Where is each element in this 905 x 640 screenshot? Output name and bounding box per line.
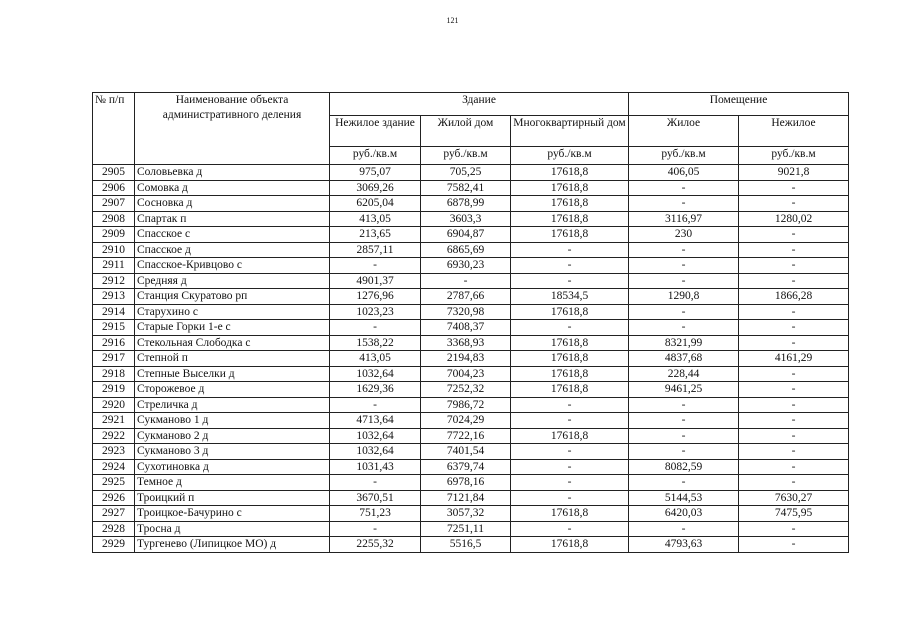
apartment-building-price: 17618,8 [511,382,629,398]
residential-house-price: 7024,29 [421,413,511,429]
row-number: 2916 [93,335,135,351]
row-number: 2921 [93,413,135,429]
table-row [93,242,849,258]
residential-premises-price: 8082,59 [629,459,739,475]
nonresidential-premises-price: 4161,29 [739,351,849,367]
apartment-building-price: - [511,320,629,336]
object-name: Сукманово 3 д [135,444,330,460]
residential-premises-price: - [629,475,739,491]
row-number: 2922 [93,428,135,444]
nonresidential-building-price: 2857,11 [330,242,421,258]
residential-premises-price: 8321,99 [629,335,739,351]
table-row [93,196,849,212]
nonresidential-building-price: - [330,397,421,413]
nonresidential-building-price: 1031,43 [330,459,421,475]
object-name: Сухотиновка д [135,459,330,475]
residential-premises-price: - [629,242,739,258]
page-number: 121 [446,16,459,25]
residential-house-price: - [421,273,511,289]
residential-house-price: 6379,74 [421,459,511,475]
header-residential-house: Жилой дом [421,116,511,147]
residential-house-price: 7121,84 [421,490,511,506]
nonresidential-building-price: 4901,37 [330,273,421,289]
residential-premises-price: 9461,25 [629,382,739,398]
object-name: Соловьевка д [135,165,330,181]
header-nonresidential-premises: Нежилое [739,116,849,147]
row-number: 2925 [93,475,135,491]
nonresidential-premises-price: - [739,366,849,382]
residential-premises-price: 3116,97 [629,211,739,227]
apartment-building-price: 18534,5 [511,289,629,305]
unit-label: руб./кв.м [739,147,849,165]
nonresidential-building-price: 2255,32 [330,537,421,553]
nonresidential-premises-price: - [739,413,849,429]
row-number: 2907 [93,196,135,212]
object-name: Стекольная Слободка с [135,335,330,351]
apartment-building-price: 17618,8 [511,351,629,367]
nonresidential-premises-price: - [739,444,849,460]
table-row [93,273,849,289]
nonresidential-premises-price: - [739,382,849,398]
nonresidential-premises-price: 9021,8 [739,165,849,181]
unit-label: руб./кв.м [511,147,629,165]
residential-premises-price: - [629,320,739,336]
table-row [93,382,849,398]
residential-premises-price: 406,05 [629,165,739,181]
nonresidential-building-price: 3069,26 [330,180,421,196]
object-name: Сукманово 2 д [135,428,330,444]
table-row [93,258,849,274]
table-row [93,521,849,537]
nonresidential-premises-price: 1280,02 [739,211,849,227]
table-row [93,165,849,181]
object-name: Стреличка д [135,397,330,413]
row-number: 2918 [93,366,135,382]
residential-house-price: 3368,93 [421,335,511,351]
nonresidential-premises-price: - [739,459,849,475]
nonresidential-building-price: 4713,64 [330,413,421,429]
nonresidential-premises-price: - [739,537,849,553]
object-name: Станция Скуратово рп [135,289,330,305]
row-number: 2915 [93,320,135,336]
header-nonresidential-building: Нежилое здание [330,116,421,147]
unit-label: руб./кв.м [421,147,511,165]
apartment-building-price: - [511,475,629,491]
apartment-building-price: 17618,8 [511,335,629,351]
row-number: 2913 [93,289,135,305]
table-row [93,211,849,227]
residential-house-price: 6865,69 [421,242,511,258]
residential-house-price: 7401,54 [421,444,511,460]
apartment-building-price: 17618,8 [511,227,629,243]
table-row [93,413,849,429]
nonresidential-premises-price: 7630,27 [739,490,849,506]
apartment-building-price: - [511,444,629,460]
residential-premises-price: - [629,304,739,320]
residential-house-price: 7251,11 [421,521,511,537]
object-name: Спасское-Кривцово с [135,258,330,274]
nonresidential-building-price: - [330,258,421,274]
apartment-building-price: - [511,273,629,289]
price-table [92,92,849,553]
unit-label: руб./кв.м [330,147,421,165]
nonresidential-building-price: - [330,475,421,491]
nonresidential-building-price: 213,65 [330,227,421,243]
header-building: Здание [330,93,629,116]
object-name: Старухино с [135,304,330,320]
residential-premises-price: - [629,397,739,413]
table-row [93,366,849,382]
nonresidential-premises-price: - [739,397,849,413]
header-residential-premises: Жилое [629,116,739,147]
object-name: Сомовка д [135,180,330,196]
nonresidential-premises-price: - [739,320,849,336]
row-number: 2926 [93,490,135,506]
residential-house-price: 2194,83 [421,351,511,367]
nonresidential-building-price: 1629,36 [330,382,421,398]
table-row [93,444,849,460]
row-number: 2911 [93,258,135,274]
nonresidential-building-price: 751,23 [330,506,421,522]
table-row [93,397,849,413]
table-row [93,180,849,196]
apartment-building-price: 17618,8 [511,196,629,212]
object-name: Степные Выселки д [135,366,330,382]
row-number: 2917 [93,351,135,367]
residential-premises-price: - [629,413,739,429]
row-number: 2919 [93,382,135,398]
residential-premises-price: - [629,196,739,212]
apartment-building-price: 17618,8 [511,180,629,196]
nonresidential-premises-price: - [739,475,849,491]
residential-premises-price: 6420,03 [629,506,739,522]
nonresidential-building-price: - [330,320,421,336]
residential-house-price: 6878,99 [421,196,511,212]
apartment-building-price: - [511,242,629,258]
row-number: 2924 [93,459,135,475]
residential-premises-price: - [629,521,739,537]
header-premises: Помещение [629,93,849,116]
residential-premises-price: 1290,8 [629,289,739,305]
object-name: Старые Горки 1-е с [135,320,330,336]
residential-house-price: 3057,32 [421,506,511,522]
nonresidential-premises-price: - [739,242,849,258]
row-number: 2910 [93,242,135,258]
header-object-name: Наименование объекта административного деления [135,93,330,165]
nonresidential-premises-price: - [739,521,849,537]
unit-label: руб./кв.м [629,147,739,165]
residential-house-price: 7722,16 [421,428,511,444]
residential-premises-price: 5144,53 [629,490,739,506]
residential-premises-price: - [629,180,739,196]
row-number: 2912 [93,273,135,289]
nonresidential-building-price: 1276,96 [330,289,421,305]
row-number: 2929 [93,537,135,553]
residential-premises-price: 4837,68 [629,351,739,367]
residential-premises-price: - [629,273,739,289]
residential-house-price: 5516,5 [421,537,511,553]
apartment-building-price: 17618,8 [511,366,629,382]
object-name: Спартак п [135,211,330,227]
object-name: Темное д [135,475,330,491]
object-name: Средняя д [135,273,330,289]
row-number: 2908 [93,211,135,227]
row-number: 2905 [93,165,135,181]
residential-premises-price: 4793,63 [629,537,739,553]
object-name: Троицкое-Бачурино с [135,506,330,522]
nonresidential-premises-price: - [739,227,849,243]
table-row [93,335,849,351]
residential-house-price: 705,25 [421,165,511,181]
nonresidential-building-price: 3670,51 [330,490,421,506]
residential-house-price: 7320,98 [421,304,511,320]
nonresidential-building-price: 1032,64 [330,444,421,460]
nonresidential-building-price: 975,07 [330,165,421,181]
apartment-building-price: 17618,8 [511,537,629,553]
residential-premises-price: - [629,444,739,460]
object-name: Тургенево (Липицкое МО) д [135,537,330,553]
residential-house-price: 3603,3 [421,211,511,227]
apartment-building-price: - [511,490,629,506]
table-row [93,351,849,367]
nonresidential-building-price: 6205,04 [330,196,421,212]
object-name: Тросна д [135,521,330,537]
apartment-building-price: 17618,8 [511,304,629,320]
apartment-building-price: - [511,258,629,274]
nonresidential-premises-price: - [739,428,849,444]
apartment-building-price: - [511,459,629,475]
row-number: 2928 [93,521,135,537]
object-name: Спасское д [135,242,330,258]
residential-premises-price: - [629,258,739,274]
row-number: 2923 [93,444,135,460]
row-number: 2920 [93,397,135,413]
table-row [93,537,849,553]
nonresidential-building-price: 1032,64 [330,366,421,382]
nonresidential-building-price: 1032,64 [330,428,421,444]
table-row [93,227,849,243]
row-number: 2906 [93,180,135,196]
residential-house-price: 6978,16 [421,475,511,491]
residential-house-price: 7986,72 [421,397,511,413]
table-row [93,304,849,320]
residential-house-price: 7582,41 [421,180,511,196]
nonresidential-building-price: 1538,22 [330,335,421,351]
table-row [93,506,849,522]
residential-premises-price: 228,44 [629,366,739,382]
apartment-building-price: 17618,8 [511,211,629,227]
table-row [93,475,849,491]
nonresidential-premises-price: - [739,196,849,212]
apartment-building-price: - [511,413,629,429]
row-number: 2927 [93,506,135,522]
object-name: Сторожевое д [135,382,330,398]
nonresidential-building-price: - [330,521,421,537]
table-row [93,459,849,475]
apartment-building-price: 17618,8 [511,165,629,181]
header-num: № п/п [93,93,135,165]
nonresidential-premises-price: - [739,304,849,320]
residential-house-price: 7004,23 [421,366,511,382]
apartment-building-price: 17618,8 [511,506,629,522]
nonresidential-premises-price: 7475,95 [739,506,849,522]
apartment-building-price: - [511,397,629,413]
residential-house-price: 7408,37 [421,320,511,336]
table-row [93,320,849,336]
residential-premises-price: 230 [629,227,739,243]
residential-house-price: 2787,66 [421,289,511,305]
apartment-building-price: - [511,521,629,537]
table-row [93,289,849,305]
nonresidential-building-price: 413,05 [330,351,421,367]
object-name: Сосновка д [135,196,330,212]
row-number: 2909 [93,227,135,243]
nonresidential-premises-price: - [739,180,849,196]
table-body [93,165,849,553]
nonresidential-building-price: 413,05 [330,211,421,227]
header-apartment-building: Многоквартирный дом [511,116,629,147]
row-number: 2914 [93,304,135,320]
object-name: Степной п [135,351,330,367]
nonresidential-building-price: 1023,23 [330,304,421,320]
object-name: Троицкий п [135,490,330,506]
nonresidential-premises-price: - [739,273,849,289]
residential-house-price: 6904,87 [421,227,511,243]
nonresidential-premises-price: - [739,258,849,274]
residential-premises-price: - [629,428,739,444]
apartment-building-price: 17618,8 [511,428,629,444]
object-name: Сукманово 1 д [135,413,330,429]
table-row [93,428,849,444]
nonresidential-premises-price: - [739,335,849,351]
residential-house-price: 6930,23 [421,258,511,274]
object-name: Спасское с [135,227,330,243]
table-row [93,490,849,506]
residential-house-price: 7252,32 [421,382,511,398]
nonresidential-premises-price: 1866,28 [739,289,849,305]
